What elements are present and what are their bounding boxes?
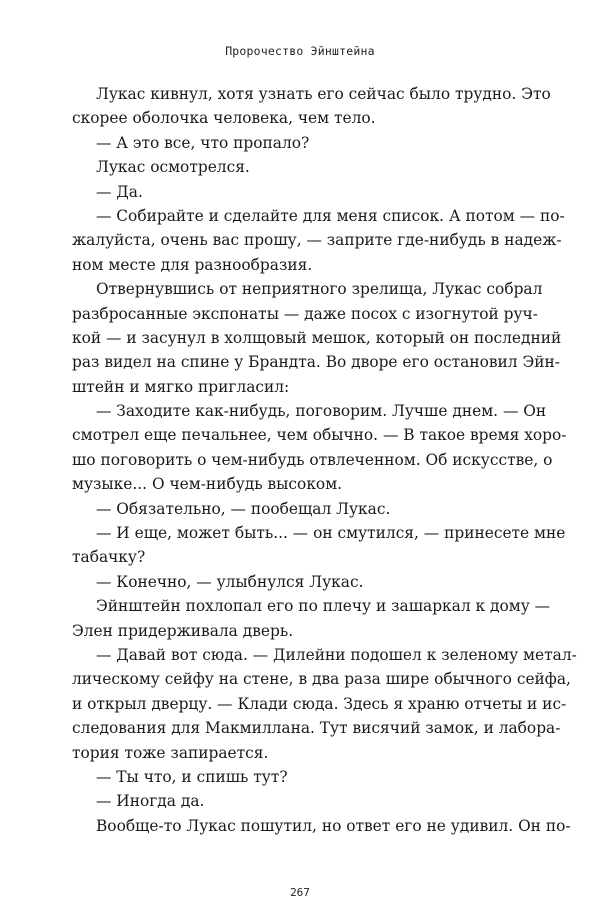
text-line: — Ты что, и спишь тут? bbox=[96, 767, 288, 786]
body-text bbox=[72, 82, 577, 838]
text-line: Отвернувшись от неприятного зрелища, Лукас собрал bbox=[96, 280, 543, 299]
text-line: тория тоже запирается. bbox=[72, 743, 269, 762]
text-line: — Собирайте и сделайте для меня список. А потом — по- bbox=[96, 206, 565, 225]
text-line: жалуйста, очень вас прошу, — заприте где-нибудь в надеж- bbox=[72, 231, 562, 250]
text-line: Вообще-то Лукас пошутил, но ответ его не удивил. Он по- bbox=[96, 816, 571, 835]
page-number: 267 bbox=[290, 886, 310, 899]
text-line: Элен придерживала дверь. bbox=[72, 621, 294, 640]
text-line: — А это все, что пропало? bbox=[96, 133, 310, 152]
text-line: — Давай вот сюда. — Дилейни подошел к зеленому метал- bbox=[96, 645, 577, 664]
text-line: штейн и мягко пригласил: bbox=[72, 377, 290, 396]
text-line: — И еще, может быть... — он смутился, — принесете мне bbox=[96, 524, 566, 543]
text-line: лическому сейфу на стене, в два раза шире обычного сейфа, bbox=[72, 670, 571, 689]
text-line: — Заходите как-нибудь, поговорим. Лучше днем. — Он bbox=[96, 402, 547, 421]
text-line: шо поговорить о чем-нибудь отвлеченном. Об искусстве, о bbox=[72, 450, 553, 469]
text-line: — Иногда да. bbox=[96, 792, 205, 811]
text-line: — Обязательно, — пообещал Лукас. bbox=[96, 499, 391, 518]
text-line: табачку? bbox=[72, 548, 146, 567]
text-line: раз видел на спине у Брандта. Во дворе его остановил Эйн- bbox=[72, 353, 560, 372]
text-line: следования для Макмиллана. Тут висячий замок, и лабора- bbox=[72, 719, 561, 738]
text-line: кой — и засунул в холщовый мешок, который он последний bbox=[72, 328, 562, 347]
text-line: разбросанные экспонаты — даже посох с изогнутой руч- bbox=[72, 304, 538, 323]
text-line: — Да. bbox=[96, 182, 143, 201]
text-line: и открыл дверцу. — Клади сюда. Здесь я храню отчеты и ис- bbox=[72, 694, 567, 713]
text-line: Лукас кивнул, хотя узнать его сейчас было трудно. Это bbox=[96, 85, 551, 103]
text-line: Эйнштейн похлопал его по плечу и зашаркал к дому — bbox=[96, 597, 551, 616]
text-line: ном месте для разнообразия. bbox=[72, 255, 313, 274]
running-head-title: Пророчество Эйнштейна bbox=[225, 44, 375, 58]
text-line: Лукас осмотрелся. bbox=[96, 158, 250, 177]
text-line: — Конечно, — улыбнулся Лукас. bbox=[96, 572, 364, 591]
text-line: музыке... О чем-нибудь высоком. bbox=[72, 475, 343, 494]
text-line: скорее оболочка человека, чем тело. bbox=[72, 109, 376, 128]
text-line: смотрел еще печальнее, чем обычно. — В такое время хоро- bbox=[72, 426, 567, 445]
